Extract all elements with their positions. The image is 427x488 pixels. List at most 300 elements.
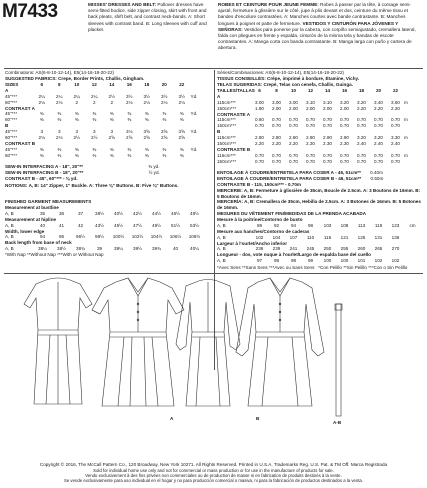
yardage-cell: ⅜ — [39, 117, 44, 123]
measurement-cell: 250 — [323, 246, 332, 252]
interfacing-a-value: ⅜ yd. — [148, 164, 160, 169]
size-cell: 16 — [341, 88, 348, 93]
yardage-cell: 0.70 — [357, 158, 366, 164]
yardage-cell: 2.00 — [306, 105, 315, 111]
measurement-cell: 136 — [391, 234, 400, 240]
size-cell: 12 — [91, 82, 97, 87]
yardage-cell: 0.70 — [289, 152, 298, 158]
contraste-b-line: CONTRASTE B - 115, 150cm*** - 0.70m — [217, 181, 301, 187]
measurement-cell: 123 — [391, 222, 400, 228]
yardage-cell: 0.70 — [306, 152, 315, 158]
yardage-cell: ⅜ — [162, 111, 167, 117]
measurement-cell: 98½ — [95, 234, 104, 240]
size-cell: 10 — [74, 82, 80, 87]
measurement-cell: 40¼ — [190, 246, 199, 252]
yardage-cell: ⅜ — [162, 117, 167, 123]
merceria: MERCERÍA: A, B: Cremallera de 35cm, Hebilla de 2.5cm. A: 3 Botones de 16mm. B: 5 Botones de 16mm. — [217, 199, 421, 211]
size-cell: 8 — [275, 88, 278, 93]
mercerie: MERCERIE: A, B: Fermeture à glissière de 35cm, Boucle de 2.5cm. A: 3 Boutons de 16mm. B: 5 Boutons de 16mm. — [217, 187, 421, 199]
yardage-cell: ⅜ — [74, 146, 79, 152]
yardage-cell: 3.00 — [289, 99, 298, 105]
yardage-cell: 2⅝ — [108, 135, 115, 141]
yardage-cell: 2.90 — [306, 135, 315, 141]
size-cell: 6 — [40, 82, 44, 87]
yardage-cell: 2⅛ — [143, 99, 150, 105]
measurement-cell: 39½ — [133, 246, 142, 252]
measurement-cell: 102½ — [131, 234, 144, 240]
yardage-cell: 2½ — [108, 93, 115, 99]
footnote-en: *With Nap **Without Nap ***With or Without Nap — [5, 252, 104, 257]
yardage-cell: 2.00 — [323, 105, 332, 111]
yardage-cell: 3.10 — [323, 99, 332, 105]
yardage-cell: 3.20 — [374, 135, 383, 141]
yardage-unit: Yd. — [190, 129, 198, 135]
measurement-cell: 43½ — [95, 222, 104, 228]
yardage-cell: 2⅛ — [56, 135, 63, 141]
yardage-cell: 0.70 — [357, 117, 366, 123]
yardage-row-label: CONTRASTE A — [217, 111, 251, 117]
yardage-cell: ⅜ — [144, 146, 149, 152]
yardage-row-label: 150cm*** — [217, 123, 237, 129]
yardage-cell: 2.00 — [289, 105, 298, 111]
belt-drawing — [335, 304, 342, 416]
measurement-label: A, B — [217, 258, 226, 264]
yardage-cell: ⅜ — [74, 117, 79, 123]
yardage-cell: 2.20 — [391, 105, 400, 111]
measurement-cell: 97 — [256, 258, 263, 264]
measurement-cell: 104 — [272, 234, 281, 240]
measurement-cell: 118 — [374, 222, 383, 228]
yardage-cell: ⅜ — [74, 111, 79, 117]
yardage-cell: 3½ — [143, 93, 150, 99]
telas-sugeridas: TELAS SUGERIDAS: Crepé, Telas con cenefa, Challis, Guinga. — [217, 81, 353, 87]
measurement-label: A, B — [217, 246, 226, 252]
yardage-cell: 2.30 — [323, 141, 332, 147]
yardage-cell: 2.40 — [391, 141, 400, 147]
yardage-row — [5, 153, 211, 159]
yardage-unit: Yd. — [190, 93, 198, 99]
size-cell: 20 — [161, 82, 167, 87]
size-cell: 12 — [307, 88, 314, 93]
measurement-label: A, B — [5, 222, 14, 228]
measurement-cell: 42 — [77, 222, 84, 228]
measurement-cell: 47½ — [133, 222, 142, 228]
yardage-cell: ⅜ — [57, 117, 62, 123]
yardage-cell: 2.00 — [340, 105, 349, 111]
measurement-cell: 45½ — [114, 222, 123, 228]
license-line-en: Sold for individual home use only and not for commercial or mass production or for use in the manufacture of products for sale. — [93, 468, 334, 473]
yardage-cell: 3.40 — [374, 99, 383, 105]
measurement-cell: 39¼ — [114, 246, 123, 252]
yardage-cell: ⅜ — [162, 152, 167, 158]
yardage-cell: 3.60 — [391, 99, 400, 105]
yardage-cell: 3⅝ — [143, 129, 150, 135]
measurement-cell: 36 — [58, 210, 65, 216]
yardage-cell: ⅜ — [57, 146, 62, 152]
yardage-cell: 0.60 — [255, 117, 264, 123]
yardage-cell: 2⅛ — [38, 135, 45, 141]
yardage-cell: 0.70 — [374, 158, 383, 164]
yardage-cell: 2.90 — [340, 135, 349, 141]
yardage-cell: 0.70 — [306, 123, 315, 129]
yardage-cell: 0.70 — [272, 158, 281, 164]
measurement-cell: 98 — [307, 222, 314, 228]
measurement-table-fr-es — [217, 217, 423, 264]
yardage-cell: 2 — [92, 99, 96, 105]
interfacing-en — [5, 164, 211, 189]
measurement-cell: 100 — [340, 258, 349, 264]
interfacing-a-en: SEW-IN INTERFACING A - 18", 20"** — [5, 164, 83, 169]
yardage-cell: 2 — [75, 99, 79, 105]
yardage-cell: 2¼ — [56, 93, 63, 99]
yardage-cell: 0.70 — [340, 152, 349, 158]
yardage-unit: Yd. — [190, 146, 198, 152]
yardage-cell: ⅜ — [39, 111, 44, 117]
measurement-cell: 39¾ — [152, 246, 161, 252]
measurement-cell: 260 — [357, 246, 366, 252]
yardage-row-label: 60"*** — [5, 135, 18, 141]
yardage-row-label: 115cm*** — [217, 117, 236, 123]
size-cell: 18 — [144, 82, 150, 87]
measurement-cell: 104½ — [150, 234, 163, 240]
dress-a-back — [24, 278, 92, 404]
measurement-cell: 99 — [307, 258, 314, 264]
yardage-cell: ⅜ — [39, 146, 44, 152]
yardage-cell: 2⅛ — [126, 99, 133, 105]
yardage-cell: 0.70 — [391, 123, 400, 129]
yardage-unit: m — [404, 99, 408, 105]
yardage-cell: 1.90 — [255, 105, 264, 111]
size-cell: 20 — [375, 88, 382, 93]
measurement-cell: 103 — [323, 222, 332, 228]
yardage-cell: ⅜ — [92, 152, 97, 158]
yardage-cell: 0.70 — [323, 117, 332, 123]
yardage-cell: ⅜ — [179, 152, 184, 158]
yardage-row-label: 150cm*** — [217, 158, 237, 164]
yardage-cell: ⅜ — [57, 111, 62, 117]
yardage-cell: 0.70 — [289, 123, 298, 129]
copyright-footer — [6, 462, 421, 483]
measurement-title-text: Mesure aux hanches/Contorno de caderas — [217, 228, 310, 234]
measurement-cell: 107 — [289, 234, 298, 240]
measurement-cell: 38¾ — [76, 246, 85, 252]
description-es-title: VESTIDOS Y CINTURÓN PARA JÓVENES Y SEÑORAS: — [218, 20, 399, 32]
measurement-cell: 110 — [306, 234, 315, 240]
interfacing-b-en: SEW-IN INTERFACING B - 18", 20"** — [5, 169, 84, 175]
dress-b-back — [176, 280, 240, 407]
measurement-cell: 38¼ — [38, 246, 47, 252]
measurement-label: A, B — [217, 234, 226, 240]
view-b-label: B — [256, 416, 260, 421]
yardage-cell: 3.00 — [255, 99, 264, 105]
measurement-cell: 265 — [374, 246, 383, 252]
yardage-cell: 2.30 — [340, 141, 349, 147]
yardage-cell: 2⅛ — [56, 99, 63, 105]
yardage-cell: 0.70 — [323, 158, 332, 164]
yardage-cell: 2.30 — [306, 141, 315, 147]
measurement-cell: 35 — [39, 210, 46, 216]
size-cell: 6 — [258, 88, 261, 93]
dress-b-front — [236, 278, 324, 406]
yardage-cell: ⅜ — [162, 146, 167, 152]
description-es-body: Vestidos para ponerse por la cabeza, con corpiño semiajustado, cremallera lateral, falda con pliegues en frente y espalda, cinturón de la misma tela y bandas de escote contrastantes. A: Manga corta con banda contrastante. B: Manga larga con puño y cartera de abertura. — [218, 26, 416, 51]
yardage-cell: ⅜ — [144, 117, 149, 123]
description-fr-title: ROBES ET CEINTURE POUR JEUNE FEMME: — [218, 2, 319, 7]
measurement-title-text: Mesure à la poitrine/Contorno de busto — [217, 217, 303, 222]
measurement-cell: cm — [409, 222, 416, 228]
measurement-cell: 46½ — [171, 210, 180, 216]
measurement-cell: 40 — [172, 246, 179, 252]
size-cell: 16 — [126, 82, 132, 87]
yardage-unit: m — [404, 117, 408, 123]
yardage-cell: 2¼ — [91, 93, 98, 99]
yardage-cell: 3.20 — [357, 135, 366, 141]
license-line-fr: Vendu exclusivement à des fins privées non commerciales ou de production de masse ni en fabrication de produits destinés à la vente. — [85, 473, 342, 478]
yardage-cell: ⅜ — [179, 117, 184, 123]
yardage-row-label: CONTRASTE B — [217, 146, 251, 152]
yardage-cell: 3½ — [178, 93, 185, 99]
yardage-row-label: A — [5, 87, 9, 93]
yardage-cell: 0.70 — [340, 158, 349, 164]
yardage-cell: 0.70 — [391, 152, 400, 158]
yardage-cell: ⅜ — [179, 111, 184, 117]
yardage-cell: 0.70 — [289, 158, 298, 164]
yardage-cell: 3 — [57, 129, 61, 135]
measurement-cell: 51½ — [171, 222, 180, 228]
dress-a-front — [92, 278, 184, 406]
entoilage-b-value: 0.50m — [370, 175, 384, 181]
measurement-title-text: Back length from base of neck — [5, 240, 72, 246]
yardage-row-label: A — [217, 93, 221, 99]
yardage-cell: ⅜ — [109, 117, 114, 123]
measurement-cell: 39 — [96, 246, 103, 252]
yardage-cell: 3 — [75, 129, 79, 135]
measurement-cell: 44½ — [152, 210, 161, 216]
size-cell: 14 — [109, 82, 115, 87]
yardage-cell: 0.70 — [255, 152, 264, 158]
measurement-cell: 94 — [290, 222, 297, 228]
yardage-cell: ⅜ — [127, 111, 132, 117]
measurement-title-text: Longueur - dos, vote nuque à l'ourlet/Largo de espalda base del cuello — [217, 252, 371, 258]
yardage-cell: 2 — [110, 99, 114, 105]
header-divider — [4, 68, 423, 69]
pattern-number: M7433 — [2, 1, 58, 22]
combinations-fr-es: Séries/Combinaciones: AS(6-8-10-12-14), E5(14-16-18-20-22) — [217, 70, 344, 75]
yardage-cell: 2⅛ — [178, 99, 185, 105]
yardage-cell: 2.20 — [255, 141, 264, 147]
suggested-fabrics-en: SUGGESTED FABRICS: Crepe, Border Prints, Challis, Gingham. — [5, 75, 145, 81]
technical-drawings — [0, 274, 427, 436]
measurement-cell: 41 — [58, 222, 65, 228]
yardage-cell: ⅜ — [127, 146, 132, 152]
measurement-cell: 100 — [323, 258, 332, 264]
yardage-cell: 2.40 — [357, 141, 366, 147]
yardage-row-label: 45"*** — [5, 146, 18, 152]
yardage-cell: 2.20 — [272, 141, 281, 147]
yardage-cell: 0.70 — [357, 152, 366, 158]
yardage-cell: 2¼ — [38, 93, 45, 99]
yardage-cell: ⅜ — [57, 152, 62, 158]
yardage-cell: 3½ — [126, 93, 133, 99]
yardage-unit: m — [404, 135, 408, 141]
yardage-fr-es — [217, 70, 423, 88]
size-cell: 14 — [324, 88, 331, 93]
measurement-cell: 42½ — [133, 210, 142, 216]
entoilage-b: ENTOILAGE À COUDRE/ENTRETELA PARA COSER B - 46, 51cm** — [217, 175, 362, 181]
yardage-cell: 2⅝ — [143, 135, 150, 141]
tissus-conseilles: TISSUS CONSEILLÉS: Crêpe, imprimé à bordure, Étamine, Vichy. — [217, 75, 360, 81]
yardage-cell: 2.90 — [323, 135, 332, 141]
measurement-cell: 236 — [255, 246, 264, 252]
combinations-en: Combinations: AS(6-8-10-12-14), E5(14-16-18-20-22) — [5, 70, 115, 75]
yardage-cell: 3⅝ — [161, 129, 168, 135]
measurement-cell: 102 — [374, 258, 383, 264]
yardage-cell: 2.80 — [272, 135, 281, 141]
measurement-cell: 255 — [340, 246, 349, 252]
measurement-cell: 239 — [272, 246, 281, 252]
description-en-body: Pullover dresses have semi-fitted bodice, side zipper closing, skirt with front and back pleats, shift belt, and contrast neck-bands. A: Short sleeves with contrast band. B: Long sleeves with cuff and placket. — [88, 2, 207, 32]
yardage-cell: ⅜ — [127, 152, 132, 158]
yardage-row-label: B — [5, 123, 9, 129]
measurement-cell: 131 — [374, 234, 383, 240]
yardage-cell: ⅜ — [109, 146, 114, 152]
yardage-cell: ⅜ — [127, 117, 132, 123]
size-cell: 18 — [358, 88, 365, 93]
yardage-cell: 2.80 — [255, 135, 264, 141]
yardage-cell: 3.20 — [340, 99, 349, 105]
entoilage-a: ENTOILAGE À COUDRE/ENTRETELA PARA COSER A - 46, 51cm** — [217, 170, 361, 175]
yardage-cell: 2.40 — [374, 141, 383, 147]
belt-label: A-B — [333, 420, 342, 425]
yardage-cell: ⅜ — [109, 111, 114, 117]
yardage-cell: 0.70 — [374, 117, 383, 123]
entoilage-fr-es — [217, 170, 423, 211]
measurement-cell: 113 — [357, 222, 366, 228]
yardage-cell: ⅜ — [92, 146, 97, 152]
interfacing-b-value: ½ yd. — [148, 169, 160, 175]
measurement-cell: 40 — [39, 222, 46, 228]
yardage-cell: 2⅝ — [161, 135, 168, 141]
measurement-cell: 53½ — [190, 222, 199, 228]
yardage-table-en — [5, 82, 211, 159]
yardage-row-label: 115cm*** — [217, 99, 236, 105]
yardage-row-label: 60"*** — [5, 152, 18, 158]
yardage-cell: 2.00 — [272, 105, 281, 111]
yardage-cell: 0.70 — [272, 117, 281, 123]
finished-title-en: FINISHED GARMENT MEASUREMENTS — [5, 199, 92, 204]
yardage-cell: 2¼ — [73, 93, 80, 99]
measurement-cell: 48½ — [190, 210, 199, 216]
measurement-title-text: Measurement at bustline — [5, 205, 59, 210]
yardage-cell: ⅜ — [74, 152, 79, 158]
yardage-cell: 2⅝ — [178, 135, 185, 141]
yardage-cell: 3 — [40, 129, 44, 135]
license-line-es: Se vende exclusivamente para uso individual en el hogar y no para producción comercial o masiva, ni para la fabricación de productos destinados a la venta. — [63, 478, 364, 483]
copyright-line: Copyright © 2016, The McCall Pattern Co., 120 Broadway, New York 10271. All Rights Reserved. Printed in U.S.A. Trademarks Reg. U.S. Pat. & TM Off. Marca Registrada — [39, 462, 388, 467]
yardage-row-label: B — [217, 129, 221, 135]
yardage-unit: m — [404, 152, 408, 158]
sizes-label: SIZES — [5, 82, 19, 87]
yardage-cell: 0.70 — [323, 123, 332, 129]
yardage-cell: 3⅛ — [126, 129, 133, 135]
yardage-cell: 0.70 — [255, 123, 264, 129]
yardage-row-label: CONTRAST B — [5, 140, 36, 146]
size-cell: 10 — [290, 88, 297, 93]
measurement-cell: 245 — [306, 246, 315, 252]
yardage-row-label: 150cm*** — [217, 141, 237, 147]
yardage-cell: 3 — [92, 129, 96, 135]
yardage-cell: 3⅝ — [178, 129, 185, 135]
measurement-label: A, B — [5, 246, 14, 252]
yardage-row-label: 45"*** — [5, 111, 18, 117]
measurement-table-en — [5, 205, 211, 252]
measurement-cell: 270 — [391, 246, 400, 252]
size-cell: 8 — [57, 82, 61, 87]
measurement-cell: 108½ — [188, 234, 201, 240]
measurement-cell: 101 — [357, 258, 366, 264]
measurement-cell: 116 — [323, 234, 332, 240]
measurement-cell: 108 — [340, 222, 349, 228]
yardage-cell: 3 — [110, 129, 114, 135]
measurement-cell: 102 — [255, 234, 264, 240]
yardage-cell: ⅜ — [179, 146, 184, 152]
yardage-row-label: 60"*** — [5, 99, 18, 105]
measurement-row — [217, 258, 423, 264]
measurement-cell: 106½ — [169, 234, 182, 240]
measurement-cell: 241 — [289, 246, 298, 252]
measurement-cell: 40½ — [114, 210, 123, 216]
measurement-cell: 95 — [58, 234, 65, 240]
yardage-cell: 2.20 — [289, 141, 298, 147]
measurement-label: A, B — [5, 234, 14, 240]
entoilage-a-value: 0.40m — [370, 170, 383, 175]
yardage-cell: 0.70 — [374, 123, 383, 129]
measurement-cell: 121 — [340, 234, 349, 240]
measurement-title-text: Width, lower edge — [5, 228, 45, 234]
yardage-cell: ⅜ — [144, 111, 149, 117]
yardage-row — [217, 159, 423, 165]
yardage-cell: 0.70 — [306, 117, 315, 123]
yardage-cell: 3.00 — [272, 99, 281, 105]
yardage-row-label: 45"*** — [5, 129, 18, 135]
yardage-row-label: 45"*** — [5, 93, 18, 99]
yardage-cell: 2.20 — [374, 105, 383, 111]
yardage-cell: 3.10 — [306, 99, 315, 105]
yardage-cell: ⅜ — [144, 152, 149, 158]
yardage-row-label: 60"*** — [5, 117, 18, 123]
yardage-cell: 0.70 — [306, 158, 315, 164]
view-a-label: A — [170, 416, 174, 421]
measurement-cell: 126 — [357, 234, 366, 240]
size-cell: 22 — [179, 82, 185, 87]
measurement-label: A, B — [217, 222, 226, 228]
description-en — [88, 2, 212, 33]
finished-measurements-en — [5, 199, 211, 205]
yardage-cell: 0.70 — [272, 152, 281, 158]
yardage-unit: Yd. — [190, 111, 198, 117]
footnote-fr-es: *Avec Sens **Sans Sens ***Avec ou Sans Sens *Con Pelillo **Sin Pelillo ***Con o Sin Pelillo — [217, 265, 408, 270]
yardage-cell: 3½ — [161, 93, 168, 99]
yardage-row-label: 115cm*** — [217, 135, 236, 141]
yardage-cell: 0.70 — [340, 123, 349, 129]
measurement-title-text: Largeur à l'ourlet/Ancho inferior — [217, 240, 288, 246]
yardage-cell: ⅜ — [109, 152, 114, 158]
yardage-cell: 2⅛ — [161, 99, 168, 105]
measurement-cell: 98 — [273, 258, 280, 264]
measurement-cell: 89 — [256, 222, 263, 228]
yardage-cell: 0.70 — [340, 117, 349, 123]
measurement-cell: 96½ — [76, 234, 85, 240]
